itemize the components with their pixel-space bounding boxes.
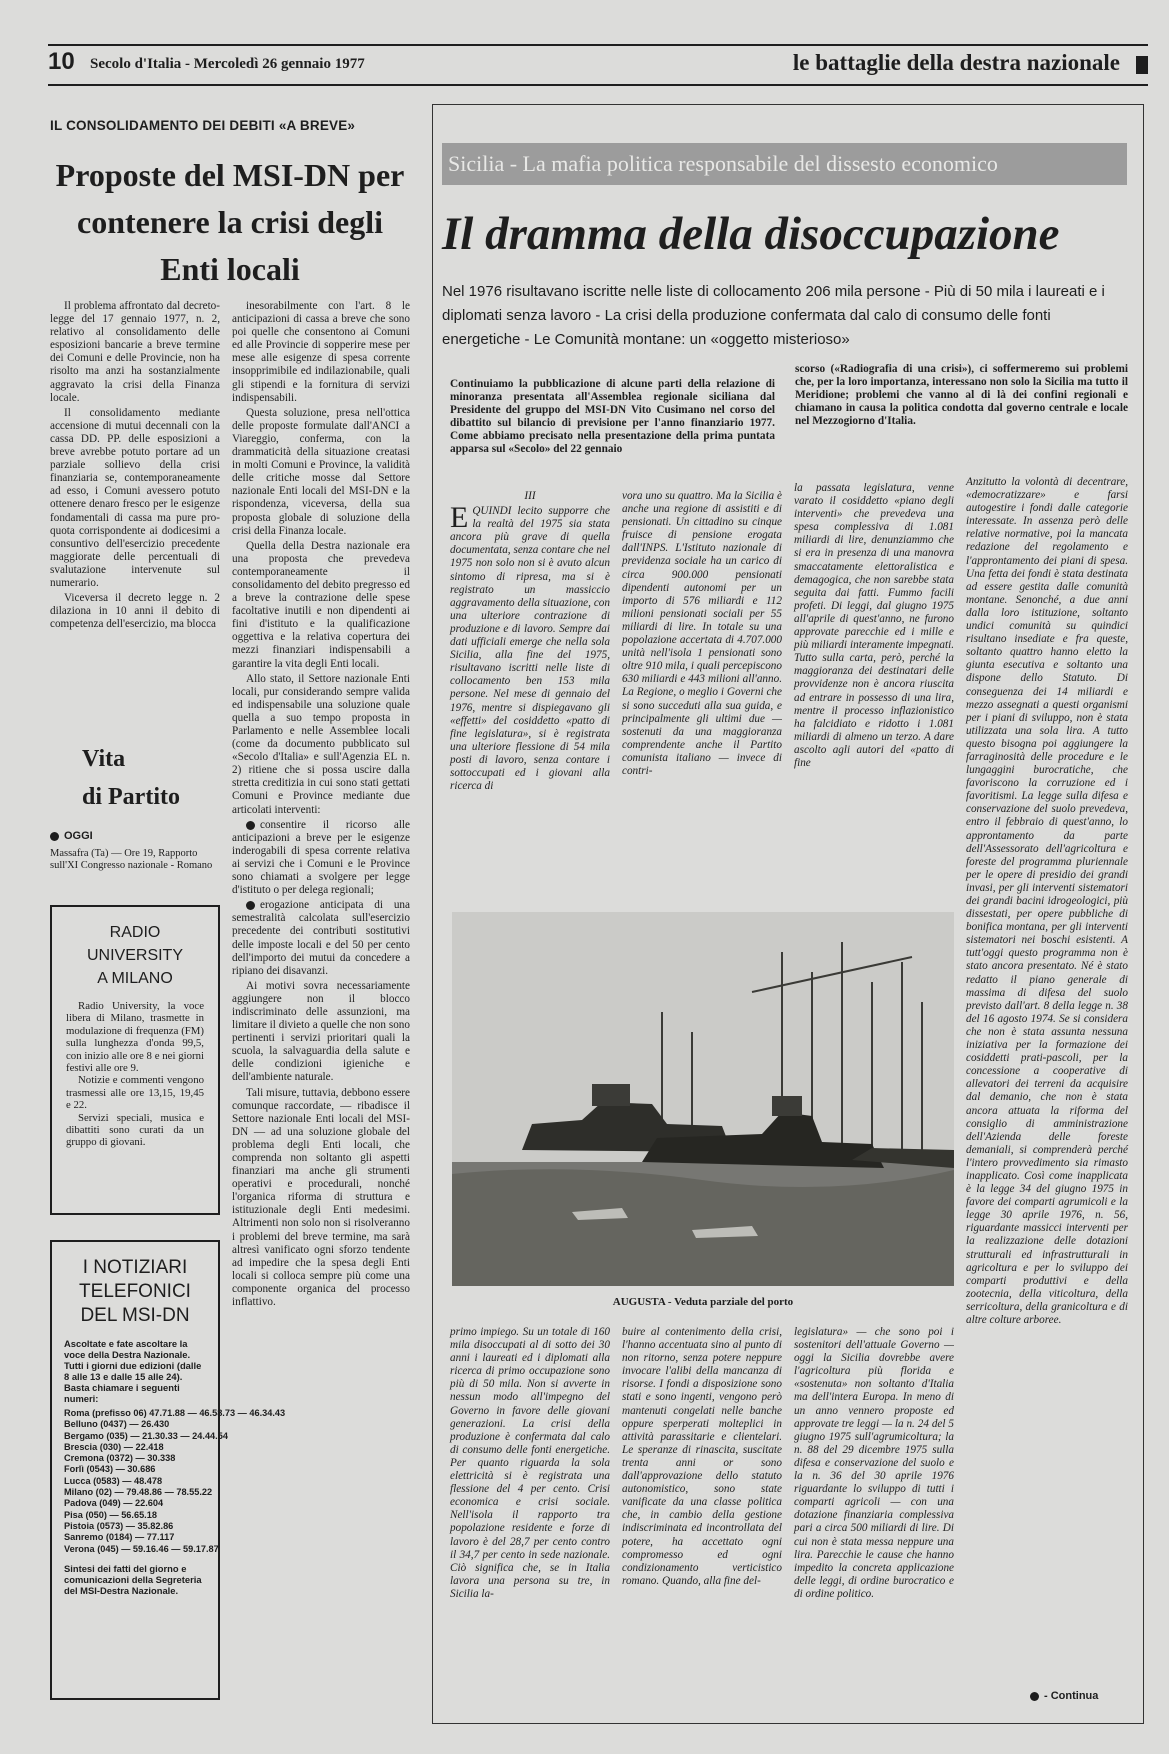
notiziari-phone-list [52, 1408, 286, 1555]
paragraph: primo impiego. Su un totale di 160 mila disoccupati al di sotto dei 30 anni i laureati ed i diplomati alla ricerca di primo occupazione sono più di 50 mila. Non si avverte in nessun modo all'impegno del Governo in favore delle giovani generazioni. La crisi della produzione è confermata dal calo di consumo delle fonti energetiche. Per quanto riguarda la sola elettricità si è registrata una flessione del 4 per cento. Crisi economica e crisi sociale. Nell'isola il rapporto tra popolazione residente e forze di lavoro è del 28,7 per cento contro il 34,7 per cento in sede nazionale. Ciò significa che, se in Italia lavora una persona su tre, in Sicilia la- [450, 1326, 610, 1600]
right-article-column-1-lower [450, 1326, 610, 1696]
right-article-banner: Sicilia - La mafia politica responsabile del dissesto economico [442, 143, 1127, 185]
continua-label: - Continua [1030, 1690, 1098, 1702]
radio-box-title: RADIO UNIVERSITY A MILANO [86, 924, 183, 987]
paragraph: EQUINDI lecito supporre che la realtà del 1975 sia stata ancora più grave di quella documentata, senza contare che nel 1975 non solo non si è avuto alcun sintomo di ripresa, ma si è registrato un massiccio aggravamento della situazione, con una ulteriore contrazione di produzione e di lavoro. Sempre dai dati ufficiali emerge che nella sola Sicilia, alla fine del 1975, risultavano iscritti nelle liste di collocamento ben 153 mila persone. Nel mese di gennaio del 1976, mentre si dispiegavano gli «effetti» del cosiddetto «patto di fine legislatura», si è registrata una ulteriore flessione di 54 mila posti di lavoro, senza contare i sottoccupati ed i giovani alla ricerca di [450, 501, 610, 793]
section-numeral: III [524, 490, 536, 502]
list-item: Padova (049) — 22.604 [64, 1498, 164, 1509]
radio-university-box [50, 905, 220, 1215]
notiziari-intro: Ascoltate e fate ascoltare la voce della Destra Nazionale. Tutti i giorni due edizioni (dalle 8 alle 13 e dalle 15 alle 24). Basta chiamare i seguenti numeri: [64, 1338, 202, 1404]
notiziari-footer: Sintesi dei fatti del giorno e comunicazioni della Segreteria del MSI-Destra Nazionale. [64, 1562, 202, 1596]
paragraph: buire al contenimento della crisi, l'hanno accentuata sino al punto di non ritorno, senza potere neppure invocare l'alibi della mancanza di risorse. I fondi a disposizione sono stati e sono ingenti, vengono però mantenuti congelati nelle banche oppure sperperati molteplici in attività parassitarie e clientelari. Le speranze di rinascita, suscitate trenta anni or sono dall'approvazione dello statuto autonomistico, sono state vanificate da una classe politica che, in cambio della gestione indiscriminata ed incontrollata del potere, ha accettato ogni compromesso ed ogni condizionamento verticistico romano. Quando, alla fine del- [622, 1326, 782, 1587]
radio-box-body: Radio University, la voce libera di Milano, trasmette in modulazione di frequenza (FM) sulla lunghezza d'onda 99,5, con inizio alle ore 8 e nei giorni festivi alle ore 9. Notizie e commenti vengono trasmessi alle ore 13,15, 19,45 e 22. Servizi speciali, musica e dibattiti sono curati da un gruppo di giovani. [66, 1000, 204, 1149]
paragraph: Viceversa il decreto legge n. 2 dilaziona in 10 anni il debito di competenza dell'esercizio, ma blocca [50, 592, 220, 631]
paragraph: Quella della Destra nazionale era una proposta che prevedeva contemporaneamente il consolidamento del debito pregresso ed a breve la contrazione delle spese facoltative inutili e non dipendenti ai fini d'istituto e la qualificazione oggettiva e la relativa copertura dei mezzi finanziari indispensabili a garantire la vita degli Enti locali. [232, 539, 410, 670]
paragraph: Tali misure, tuttavia, debbono essere comunque raccordate, — ribadisce il Settore nazionale Enti locali del MSI-DN — ad una soluzione globale del problema degli Enti locali, che comprenda non soltanto gli aspetti finanziari ma anche gli strumenti operativi e procedurali, nonché l'organica riforma di struttura e istituzionale degli Enti medesimi. Altrimenti non solo non si risolveranno i problemi del breve termine, ma sarà altresì vanificato ogni sforzo tendente ad impedire che la spesa degli Enti locali si colloca sempre più come una componente organica del processo inflattivo. [232, 1086, 410, 1309]
right-article-column-4 [966, 476, 1128, 1666]
right-article-column-3-lower [794, 1326, 954, 1696]
right-article-headline: Il dramma della disoccupazione [442, 208, 1060, 260]
masthead-rule [48, 84, 1148, 86]
top-rule [48, 44, 1148, 46]
right-article-intro-left: Continuiamo la pubblicazione di alcune parti della relazione di minoranza presentata all'Assemblea regionale siciliana dal Presidente del gruppo del MSI-DN Vito Cusimano nel corso del dibattito sul bilancio di previsione per l'anno finanziario 1977. Come abbiamo precisato nella presentazione della prima puntata apparsa sul «Secolo» del 22 gennaio [450, 378, 775, 455]
notiziari-telefonici-box [50, 1240, 286, 1700]
paragraph: erogazione anticipata di una semestralità calcolata sull'esercizio precedente dei contributi sostitutivi delle imposte locali e del 50 per cento dell'importo dei mutui da concedere a ripiano dei disavanzi. [232, 899, 410, 977]
right-article-column-2-upper [622, 490, 782, 902]
notiziari-title: I NOTIZIARI TELEFONICI DEL MSI-DN [79, 1257, 191, 1326]
paragraph: Il problema affrontato dal decreto-legge del 17 gennaio 1977, n. 2, relativo al consolidamento delle esposizioni bancarie a breve termine dei Comuni e delle Provincie, non ha risolto ma anzi ha sostanzialmente aggravato la crisi della Finanza locale. [50, 300, 220, 404]
left-article-headline: Proposte del MSI-DN per contenere la crisi degli Enti locali [55, 157, 405, 287]
paragraph: Allo stato, il Settore nazionale Enti locali, pur considerando sempre valida ed indispensabile una soluzione quale quella a suo tempo proposta in Parlamento e nelle Assemblee locali (come da documento pubblicato sul «Secolo d'Italia» e sull'Agenzia EL n. 2) ritiene che si possa uscire dalla stretta creditizia in cui sono stati gettati Comuni e Province mediante due articolati interventi: [232, 672, 410, 816]
list-item: Pisa (050) — 56.65.18 [64, 1509, 157, 1520]
list-item: Forlì (0543) — 30.686 [64, 1464, 156, 1475]
section-title: le battaglie della destra nazionale [792, 50, 1120, 75]
right-article-column-1-upper [450, 490, 610, 902]
photo-caption: AUGUSTA - Veduta parziale del porto [612, 1296, 794, 1308]
right-article-column-2-lower [622, 1326, 782, 1696]
left-article-column-2 [232, 300, 410, 1712]
paragraph: Questa soluzione, presa nell'ottica delle proposte formulate dall'ANCI a Viareggio, conferma, con la drammaticità della situazione creatasi in molti Comuni e Province, la validità delle critiche mosse dal Settore nazionale Enti locali del MSI-DN e la rispondenza, viceversa, della sua proposta globale di soluzione della crisi della Finanza locale. [232, 406, 410, 537]
paragraph: la passata legislatura, venne varato il cosiddetto «piano degli interventi» che prevedeva una spesa complessiva di 1.081 miliardi di lire, denunziammo che si era in presenza di una manovra smaccatamente elettoralistica e demagogica, che non sarebbe stata seguita dai fatti. Fummo facili profeti. Di leggi, dal giugno 1975 all'aprile di quest'anno, ne furono approvate parecchie ed i mille e più miliardi interamente impegnati. Tutto sulla carta, però, perché la maggioranza dei destinatari delle provvidenze non è ancora riuscita ad entrare in possesso di una lira, mentre il processo inflazionistico ha falcidiato e ridotto i 1.081 miliardi di almeno un terzo. A dare ascolto agli autori del «patto di fine [794, 482, 954, 769]
dropcap: E [450, 501, 469, 535]
list-item: Lucca (0583) — 48.478 [64, 1475, 163, 1486]
masthead [48, 48, 1148, 80]
list-item: Verona (045) — 59.16.46 — 59.17.87 [64, 1543, 219, 1554]
paragraph: legislatura» — che sono poi i sostenitori dell'attuale Governo — oggi la Sicilia dovrebbe avere l'agricoltura più florida e «sostenuta» non soltanto d'Italia ma dell'intera Europa. In meno di un anno vennero proposte ed approvate tre leggi — la n. 24 del 5 giugno 1975 sull'agrumicoltura; la n. 88 del 29 dicembre 1975 sulla difesa e conservazione del suolo e la n. 36 del 30 aprile 1976 riguardante lo sviluppo di tutti i comparti agricoli — con una dotazione finanziaria complessiva pari a circa 500 miliardi di lire. Di cui non è stata messa neppure una lira. Parecchie le cause che hanno impedito la concreta applicazione delle leggi, di ordine burocratico e di ordine politico. [794, 1326, 954, 1600]
bullet-icon [1030, 1692, 1039, 1701]
paragraph: consentire il ricorso alle anticipazioni a breve per le esigenze inderogabili di spesa corrente relativa ai servizi che i Comuni e le Province sono chiamati a svolgere per legge d'istituto o per delega regionali; [232, 818, 410, 897]
right-article-subhead: Nel 1976 risultavano iscritte nelle liste di collocamento 206 mila persone - Più di 50 mila i laureati e i diplomati senza lavoro - La crisi della produzione confermata dal calo di consumo delle fonti energetiche - Le Comunità montane: un «oggetto misterioso» [442, 283, 1105, 348]
paragraph: vora uno su quattro. Ma la Sicilia è anche una regione di assistiti e di pensionati. Un cittadino su cinque fruisce di pensione erogata dall'INPS. L'Istituto nazionale di previdenza sociale ha un carico di circa 900.000 pensionati dipendenti autonomi per un importo di 576 miliardi e 112 milioni pensionati sociali per 55 miliardi di lire. In totale su una popolazione accertata di 4.707.000 unità nell'isola 1 pensionati sono oltre 910 mila, i quali percepiscono 630 miliardi e 443 milioni all'anno. La Regione, o meglio i Governi che si sono succeduti alla sua guida, e principalmente gli ultimi due — sostenuti da una maggioranza comprendente anche il Partito comunista italiano — invece di contri- [622, 490, 782, 777]
vita-title: Vita di Partito [82, 746, 180, 810]
vita-di-partito [50, 740, 220, 872]
bullet-icon [246, 821, 255, 830]
list-item: Roma (prefisso 06) 47.71.88 — 46.58.73 — 46.34.43 [64, 1408, 286, 1418]
right-article-column-3-upper [794, 482, 954, 902]
bullet-icon [246, 901, 255, 910]
list-item: Sanremo (0184) — 77.117 [64, 1532, 175, 1543]
left-article-kicker: IL CONSOLIDAMENTO DEI DEBITI «A BREVE» [50, 118, 356, 133]
section-marker [1136, 56, 1148, 74]
list-item: Milano (02) — 79.48.86 — 78.55.22 [64, 1487, 213, 1498]
paragraph: Ai motivi sovra necessariamente aggiungere non il blocco indiscriminato delle assunzioni, ma limitare il divieto a quelle che non sono pertinenti i servizi prioritari quali la scuola, la salvaguardia della salute e delle condizioni igieniche e dell'ambiente naturale. [232, 979, 410, 1084]
vita-oggi-label: OGGI [50, 830, 220, 842]
augusta-port-photo [452, 912, 954, 1286]
bullet-icon [50, 832, 59, 841]
list-item: Brescia (030) — 22.418 [64, 1441, 164, 1452]
port-photo-illustration [452, 912, 954, 1286]
vita-body: Massafra (Ta) — Ore 19, Rapporto sull'XI Congresso nazionale - Romano [50, 848, 213, 871]
paragraph: Il consolidamento mediante accensione di mutui decennali con la cassa DD. PP. delle esposizioni a breve avrebbe potuto portare ad un parziale sollievo della crisi finanziaria se, contemporaneamente ad esso, i Comuni avessero potuto ottenere denaro fresco per le esigenze fondamentali di cassa ma pure pro-quota corrispondente ai dodicesimi a consuntivo dell'esercizio precedente maggiorate delle percentuali di svalutazione intervenute sul numerario. [50, 406, 220, 589]
list-item: Pistoia (0573) — 35.82.86 [64, 1520, 174, 1531]
right-article-intro-right: scorso («Radiografia di una crisi»), ci soffermeremo sui problemi che, per la loro importanza, interessano non solo la Sicilia ma tutto il Meridione; problemi che vanno al di là dei confini regionali e chiamano in causa la politica condotta dal governo centrale e locale nel Mezzogiorno d'Italia. [795, 363, 1128, 427]
list-item: Cremona (0372) — 30.338 [64, 1453, 176, 1464]
paper-date: Secolo d'Italia - Mercoledì 26 gennaio 1977 [90, 56, 365, 72]
list-item: Belluno (0437) — 26.430 [64, 1419, 170, 1430]
page-number: 10 [48, 48, 75, 75]
paragraph: inesorabilmente con l'art. 8 le anticipazioni di cassa a breve che sono poi quelle che consentono ai Comuni ed alle Provincie di sopperire mese per mese alle esigenze di spesa corrente insopprimibile ed indilazionabile, quali gli stipendi e la fornitura di servizi indispensabili. [232, 300, 410, 404]
list-item: Bergamo (035) — 21.30.33 — 24.44.54 [64, 1430, 228, 1441]
left-article-column-1 [50, 300, 220, 720]
paragraph: Anzitutto la volontà di decentrare, «democratizzare» e farsi autogestire i fondi dalle categorie interessate. In assenza però delle relative normative, poi la mancata redazione del regolamento e l'approntamento dei piani di spesa. Una fetta dei fondi è stata destinata ad essere gestita dalle comunità montane. Senonché, a due anni dalla loro istituzione, soltanto undici comunità su quindici risultano insediate e fra queste, soltanto quattro hanno eletto la giunta esecutiva e soltanto una dispone dello Statuto. Di conseguenza dei 14 miliardi e mezzo assegnati a questi organismi per i piani di sviluppo, non è stata utilizzata una sola lira. A tutto questo bisogna poi aggiungere la farraginosità delle procedure e le lungaggini burocratiche, che favoriscono la corruzione ed i favoritismi. La legge sulla difesa e conservazione del suolo prevedeva, entro il febbraio di quest'anno, lo approntamento da parte dell'Assessorato dell'agricoltura e foreste del programma pluriennale per le opere di presidio dei grandi invasi, per gli interventi sistematori dei grandi bacini idrogeologici, più dissestati, per opere pubbliche di bonifica montana, per gli interventi sistematori nei boschi esistenti. A tutt'oggi questo programma non è stato ancora presentato. Né è stato redatto il piano generale di massima di difesa del suolo previsto dall'art. 8 della legge n. 38 del 16 agosto 1974. Se si considera che non è stata assunta nessuna iniziativa per la formazione dei cosiddetti prati-pascoli, per la concessione a cooperative di allevatori dei terreni da acquisire dal demanio, che non è stata ancora attuata la riforma del consiglio di amministrazione dell'Azienda delle foreste demaniali, si comprenderà perché l'intero provvedimento sia rimasto inapplicato. Così come inapplicata è la legge 34 del giugno 1975 in favore dei comparti agrumicoli e la legge 30 aprile 1976, n. 56, riguardante massicci interventi per la realizzazione delle dotazioni strutturali ed infrastrutturali in agricoltura e per lo sviluppo dei comparti produttivi e della zootecnia, della viticoltura, della serricoltura, della granicoltura e di altre colture arboree. [966, 476, 1128, 1326]
